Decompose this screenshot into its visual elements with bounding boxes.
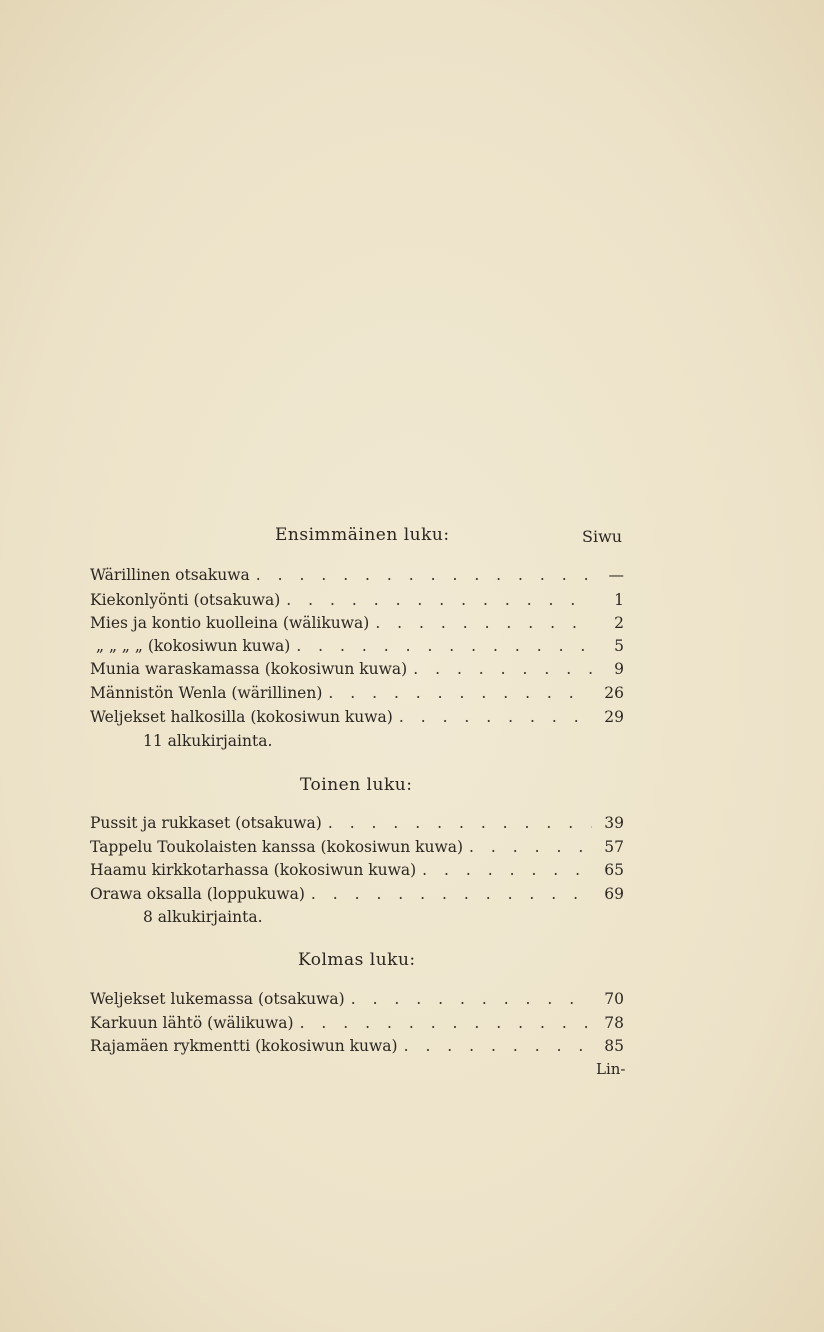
- toc-entry: [90, 614, 624, 636]
- toc-entry: [90, 708, 624, 730]
- initials-note: 11 alkukirjainta.: [143, 732, 273, 750]
- dot-leader: [294, 1014, 592, 1032]
- entry-title: „ „ „ „ (kokosiwun kuwa): [96, 637, 291, 655]
- dot-leader: [398, 1037, 592, 1055]
- toc-entry: [90, 566, 624, 588]
- toc-entry: [90, 1037, 624, 1059]
- entry-page: 85: [604, 1037, 624, 1055]
- entry-title: Mies ja kontio kuolleina (wälikuwa): [90, 614, 370, 632]
- toc-entry: [90, 838, 624, 860]
- dot-leader: [322, 684, 592, 702]
- entry-title: Weljekset halkosilla (kokosiwun kuwa): [90, 708, 393, 726]
- page-column-heading: Siwu: [582, 527, 623, 546]
- entry-title: Weljekset lukemassa (otsakuwa): [90, 990, 345, 1008]
- entry-title: Männistön Wenla (wärillinen): [90, 684, 323, 702]
- catchword: Lin-: [596, 1060, 626, 1078]
- toc-entry: [90, 885, 624, 907]
- chapter-1-heading: Ensimmäinen luku:: [275, 525, 450, 545]
- entry-page: 1: [614, 591, 624, 609]
- entry-title: Rajamäen rykmentti (kokosiwun kuwa): [90, 1037, 398, 1055]
- entry-title: Kiekonlyönti (otsakuwa): [90, 591, 281, 609]
- entry-page: 26: [604, 684, 624, 702]
- entry-page: 65: [604, 861, 624, 879]
- dot-leader: [250, 566, 592, 584]
- toc-entry: [90, 1014, 624, 1036]
- entry-page: 69: [604, 885, 624, 903]
- entry-page: 9: [614, 660, 624, 678]
- entry-page: 39: [604, 814, 624, 832]
- dot-leader: [407, 660, 592, 678]
- toc-entry: [90, 861, 624, 883]
- entry-page: 29: [604, 708, 624, 726]
- entry-page: 70: [604, 990, 624, 1008]
- dot-leader: [290, 637, 592, 655]
- dot-leader: [322, 814, 592, 832]
- entry-page: —: [608, 566, 624, 584]
- dot-leader: [393, 708, 592, 726]
- initials-note: 8 alkukirjainta.: [143, 908, 263, 926]
- toc-entry: [90, 990, 624, 1012]
- toc-entry: [90, 814, 624, 836]
- dot-leader: [305, 885, 592, 903]
- entry-title: Munia waraskamassa (kokosiwun kuwa): [90, 660, 408, 678]
- entry-title: Tappelu Toukolaisten kanssa (kokosiwun kuwa): [90, 838, 464, 856]
- dot-leader: [280, 591, 592, 609]
- entry-page: 78: [604, 1014, 624, 1032]
- dot-leader: [369, 614, 592, 632]
- entry-title: Orawa oksalla (loppukuwa): [90, 885, 305, 903]
- dot-leader: [416, 861, 592, 879]
- dot-leader: [463, 838, 592, 856]
- entry-page: 2: [614, 614, 624, 632]
- chapter-2-heading: Toinen luku:: [300, 775, 413, 795]
- entry-title: Pussit ja rukkaset (otsakuwa): [90, 814, 322, 832]
- chapter-3-heading: Kolmas luku:: [298, 950, 416, 970]
- entry-title: Wärillinen otsakuwa: [90, 566, 250, 584]
- entry-page: 57: [604, 838, 624, 856]
- entry-page: 5: [614, 637, 624, 655]
- entry-title: Haamu kirkkotarhassa (kokosiwun kuwa): [90, 861, 417, 879]
- toc-entry: [90, 591, 624, 613]
- toc-entry: [90, 660, 624, 682]
- entry-title: Karkuun lähtö (wälikuwa): [90, 1014, 294, 1032]
- toc-entry: [90, 684, 624, 706]
- toc-entry: [90, 637, 624, 659]
- dot-leader: [345, 990, 592, 1008]
